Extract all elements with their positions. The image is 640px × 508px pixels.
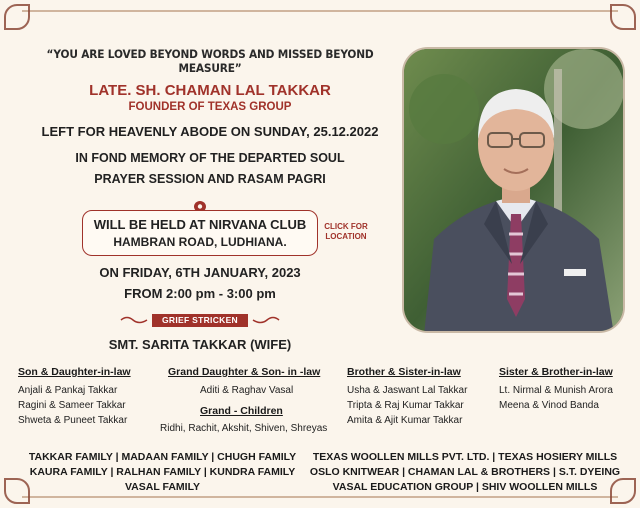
corner-ornament-icon [4, 4, 30, 30]
event-time: FROM 2:00 pm - 3:00 pm [124, 286, 276, 301]
departure-notice: LEFT FOR HEAVENLY ABODE ON SUNDAY, 25.12.2022 [41, 124, 379, 139]
memory-line: IN FOND MEMORY OF THE DEPARTED SOUL [75, 151, 345, 165]
portrait-image [404, 49, 625, 333]
bottom-border [22, 496, 618, 498]
venue-name: WILL BE HELD AT NIRVANA CLUB [93, 217, 307, 232]
families-line: KAURA FAMILY | RALHAN FAMILY | KUNDRA FAMILY [29, 466, 296, 478]
column-item: Lt. Nirmal & Munish Arora [499, 385, 613, 396]
businesses-line: VASAL EDUCATION GROUP | SHIV WOOLLEN MILLS [332, 481, 598, 493]
businesses-line: TEXAS WOOLLEN MILLS PVT. LTD. | TEXAS HOSIERY MILLS [312, 451, 618, 463]
grandchildren-heading: Grand - Children [200, 405, 283, 417]
grief-banner [120, 312, 280, 328]
venue-box [82, 210, 318, 256]
column-item: Meena & Vinod Banda [499, 400, 599, 411]
venue-address: HAMBRAN ROAD, LUDHIANA. [113, 235, 287, 249]
column-item: Amita & Ajit Kumar Takkar [347, 415, 463, 426]
column-heading: Sister & Brother-in-law [499, 366, 613, 378]
location-link[interactable]: CLICK FOR LOCATION [324, 222, 368, 241]
families-line: TAKKAR FAMILY | MADAAN FAMILY | CHUGH FAMILY [28, 451, 297, 463]
deceased-title: FOUNDER OF TEXAS GROUP [128, 101, 292, 113]
swirl-ornament-icon [120, 315, 148, 325]
event-date: ON FRIDAY, 6TH JANUARY, 2023 [99, 265, 301, 280]
businesses-line: OSLO KNITWEAR | CHAMAN LAL & BROTHERS | S.T. DYEING [309, 466, 621, 478]
wife-name: SMT. SARITA TAKKAR [108, 337, 247, 352]
top-border [22, 10, 618, 12]
column-heading: Son & Daughter-in-law [18, 366, 131, 378]
grief-label: GRIEF STRICKEN [152, 314, 248, 327]
column-item: Ragini & Sameer Takkar [18, 400, 126, 411]
column-item: Shweta & Puneet Takkar [18, 415, 128, 426]
column-item: Tripta & Raj Kumar Takkar [347, 400, 464, 411]
families-list [20, 450, 305, 495]
column-item: Usha & Jaswant Lal Takkar [347, 385, 468, 396]
column-heading: Grand Daughter & Son- in -law [168, 366, 321, 378]
wife-relation: (WIFE) [250, 337, 292, 352]
businesses-list [305, 450, 625, 495]
grandchildren-names: Ridhi, Rachit, Akshit, Shiven, Shreyas [160, 423, 328, 434]
column-item: Aditi & Raghav Vasal [200, 385, 294, 396]
deceased-name: LATE. SH. CHAMAN LAL TAKKAR [89, 82, 331, 99]
families-line: VASAL FAMILY [124, 481, 201, 493]
column-heading: Brother & Sister-in-law [347, 366, 461, 378]
wife-line [60, 337, 340, 352]
memorial-quote: “YOU ARE LOVED BEYOND WORDS AND MISSED BEYOND MEASURE” [46, 47, 374, 75]
portrait-photo [402, 47, 625, 333]
swirl-ornament-icon [252, 315, 280, 325]
corner-ornament-icon [610, 4, 636, 30]
column-item: Anjali & Pankaj Takkar [18, 385, 118, 396]
session-line: PRAYER SESSION AND RASAM PAGRI [94, 172, 326, 186]
